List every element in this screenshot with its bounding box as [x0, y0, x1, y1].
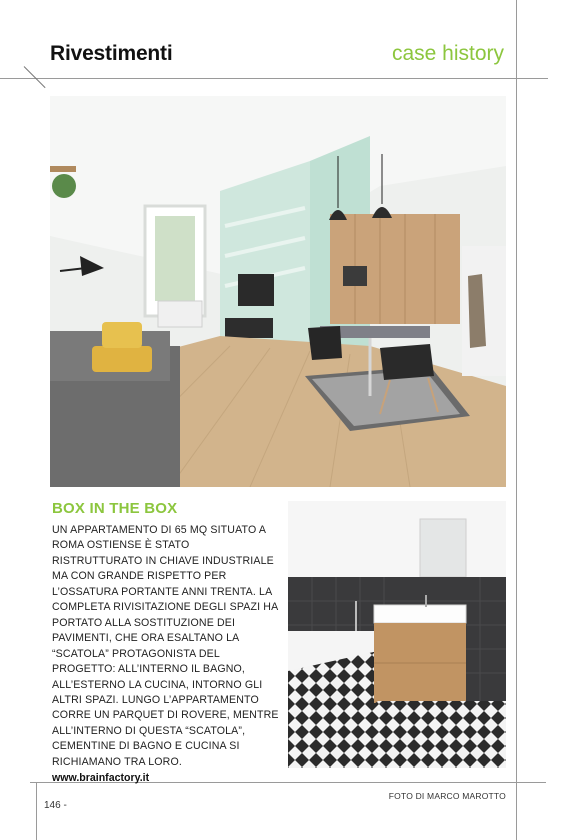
living-room-photo: [50, 96, 506, 487]
photo-credit: FOTO DI MARCO MAROTTO: [388, 791, 506, 801]
article-body: UN APPARTAMENTO DI 65 MQ SITUATO A ROMA OSTIENSE È STATO RISTRUTTURATO IN CHIAVE INDUSTRIALE MA CON GRANDE RISPETTO PER L’OSSATURA PORTANTE ANNI TRENTA. LA COMPLETA RIVISITAZIONE DEGLI SPAZI HA PORTATO ALLA SOSTITUZIONE DEI PAVIMENTI, CHE ORA ESALTANO LA “SCATOLA” PROTAGONISTA DEL PROGETTO: ALL’INTERNO IL BAGNO, ALL’ESTERNO LA CUCINA, INTORNO GLI ALTRI SPAZI. LUNGO L’APPARTAMENTO CORRE UN PARQUET DI ROVERE, MENTRE ALL’INTERNO DI QUESTA “SCATOLA”, CEMENTINE DI BAGNO E CUCINA SI RICHIAMANO TRA LORO.: [52, 524, 279, 768]
section-tag: case history: [391, 42, 504, 65]
article-text: [52, 500, 282, 784]
article-website[interactable]: www.brainfactory.it: [52, 772, 150, 785]
footer-left-rule: [36, 782, 37, 840]
page-number: 146 -: [44, 800, 67, 811]
article-headline: BOX IN THE BOX: [52, 500, 178, 517]
page-right-rule: [516, 0, 517, 840]
section-title: Rivestimenti: [50, 42, 173, 65]
header-rule: [0, 78, 548, 79]
bathroom-photo: [288, 501, 506, 768]
